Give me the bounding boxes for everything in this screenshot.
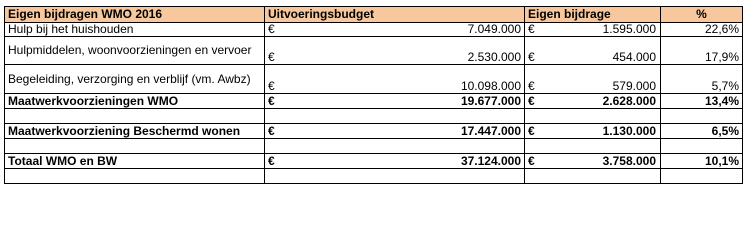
empty-cell: [525, 109, 547, 124]
budget-value: 37.124.000: [287, 154, 525, 169]
row-description: Maatwerkvoorziening Beschermd wonen: [5, 124, 265, 139]
euro-sign: €: [265, 124, 287, 139]
table-row-empty: [5, 139, 743, 154]
euro-sign: €: [525, 37, 547, 65]
header-own-contribution: Eigen bijdrage: [525, 7, 661, 23]
empty-cell: [287, 109, 525, 124]
euro-sign: €: [525, 94, 547, 109]
percent-value: 6,5%: [661, 124, 743, 139]
table-row-empty: [5, 169, 743, 184]
empty-cell: [287, 169, 525, 184]
empty-cell: [661, 169, 743, 184]
row-description: Totaal WMO en BW: [5, 154, 265, 169]
empty-cell: [287, 139, 525, 154]
own-contribution-value: 579.000: [547, 65, 661, 94]
empty-cell: [5, 109, 265, 124]
header-percent: %: [661, 7, 743, 23]
table-row: [5, 37, 743, 65]
percent-value: 17,9%: [661, 37, 743, 65]
row-description: Maatwerkvoorzieningen WMO: [5, 94, 265, 109]
own-contribution-value: 454.000: [547, 37, 661, 65]
table-row-empty: [5, 109, 743, 124]
budget-value: 7.049.000: [287, 23, 525, 37]
own-contribution-value: 1.595.000: [547, 23, 661, 37]
row-description: Begeleiding, verzorging en verblijf (vm. Awbz): [5, 65, 265, 94]
table-row-subtotal: [5, 94, 743, 109]
euro-sign: €: [525, 124, 547, 139]
empty-cell: [5, 169, 265, 184]
table-row: [5, 23, 743, 37]
euro-sign: €: [265, 94, 287, 109]
empty-cell: [265, 169, 287, 184]
euro-sign: €: [525, 65, 547, 94]
empty-cell: [525, 169, 547, 184]
empty-cell: [661, 139, 743, 154]
empty-cell: [525, 139, 547, 154]
empty-cell: [547, 169, 661, 184]
own-contribution-value: 1.130.000: [547, 124, 661, 139]
percent-value: 5,7%: [661, 65, 743, 94]
table-row: [5, 65, 743, 94]
table-row-subtotal: [5, 124, 743, 139]
euro-sign: €: [265, 23, 287, 37]
header-description: Eigen bijdragen WMO 2016: [5, 7, 265, 23]
empty-cell: [547, 139, 661, 154]
empty-cell: [265, 139, 287, 154]
euro-sign: €: [265, 65, 287, 94]
table-header-row: [5, 7, 743, 23]
euro-sign: €: [265, 37, 287, 65]
own-contribution-value: 3.758.000: [547, 154, 661, 169]
percent-value: 13,4%: [661, 94, 743, 109]
euro-sign: €: [265, 154, 287, 169]
budget-value: 17.447.000: [287, 124, 525, 139]
header-budget: Uitvoeringsbudget: [265, 7, 525, 23]
empty-cell: [265, 109, 287, 124]
empty-cell: [547, 109, 661, 124]
empty-cell: [661, 109, 743, 124]
own-contribution-value: 2.628.000: [547, 94, 661, 109]
budget-value: 10.098.000: [287, 65, 525, 94]
wmo-contributions-table: [4, 6, 743, 184]
euro-sign: €: [525, 23, 547, 37]
euro-sign: €: [525, 154, 547, 169]
percent-value: 10,1%: [661, 154, 743, 169]
empty-cell: [5, 139, 265, 154]
budget-value: 19.677.000: [287, 94, 525, 109]
table-row-total: [5, 154, 743, 169]
row-description: Hulpmiddelen, woonvoorzieningen en vervoer: [5, 37, 265, 65]
row-description: Hulp bij het huishouden: [5, 23, 265, 37]
budget-value: 2.530.000: [287, 37, 525, 65]
percent-value: 22,6%: [661, 23, 743, 37]
